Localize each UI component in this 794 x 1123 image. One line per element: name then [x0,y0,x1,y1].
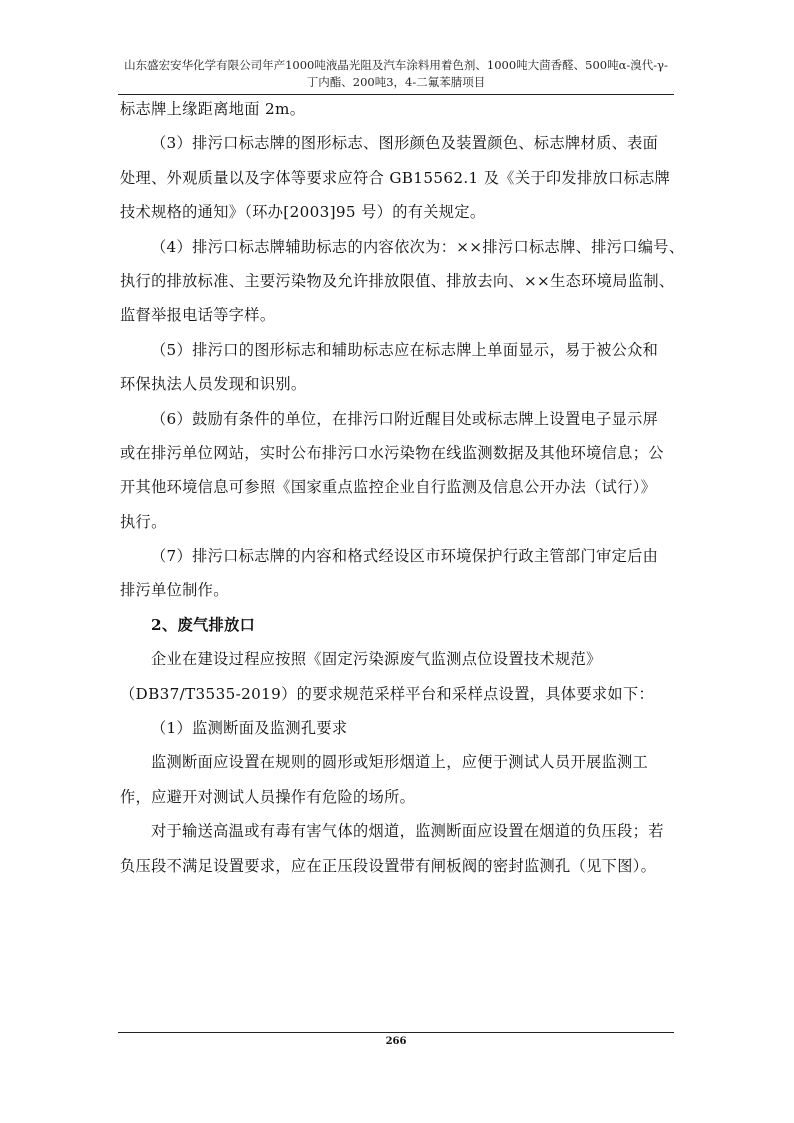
text-line: 处理、外观质量以及字体等要求应符合 GB15562.1 及《关于印发排放口标志牌 [120,168,671,187]
text-line: 作，应避开对测试人员操作有危险的场所。 [120,787,416,806]
text-line: 开其他环境信息可参照《国家重点监控企业自行监测及信息公开办法（试行）》 [120,478,657,497]
text-line: 执行的排放标准、主要污染物及允许排放限值、排放去向、××生态环境局监制、 [120,271,675,290]
text-line: 对于输送高温或有毒有害气体的烟道，监测断面应设置在烟道的负压段；若 [151,822,664,841]
text-line: 企业在建设过程应按照《固定污染源废气监测点位设置技术规范》 [151,650,602,669]
text-line: 环保执法人员发现和识别。 [120,375,307,394]
running-header [118,57,674,91]
text-line: 监测断面应设置在规则的圆形或矩形烟道上，应便于测试人员开展监测工 [151,753,649,772]
footer-divider [118,1032,674,1033]
page-number: 266 [385,1036,407,1047]
text-line: （4）排污口标志牌辅助标志的内容依次为：××排污口标志牌、排污口编号、 [151,237,685,256]
document-body [120,98,685,889]
text-line: 负压段不满足设置要求，应在正压段设置带有闸板阀的密封监测孔（见下图）。 [120,856,657,875]
text-line: （5）排污口的图形标志和辅助标志应在标志牌上单面显示，易于被公众和 [151,340,659,359]
header-line-2: 丁内酯、200吨3，4-二氟苯腈项目 [306,75,486,89]
text-line: 或在排污单位网站，实时公布排污口水污染物在线监测数据及其他环境信息；公 [120,443,664,462]
text-line: （1）监测断面及监测孔要求 [151,719,348,738]
text-line: （DB37/T3535-2019）的要求规范采样平台和采样点设置，具体要求如下： [120,684,655,703]
text-line: 排污单位制作。 [120,581,229,600]
section-heading: 2、废气排放口 [151,615,256,634]
header-divider [118,94,674,95]
text-line: 监督举报电话等字样。 [120,306,276,325]
text-line: 标志牌上缘距离地面 2m。 [120,100,306,118]
text-line: （3）排污口标志牌的图形标志、图形颜色及装置颜色、标志牌材质、表面 [151,134,659,153]
text-line: （6）鼓励有条件的单位，在排污口附近醒目处或标志牌上设置电子显示屏 [151,409,659,428]
header-line-1: 山东盛宏安华化学有限公司年产1000吨液晶光阻及汽车涂料用着色剂、1000吨大茴香醛、500吨α-溴代-γ- [124,58,668,72]
text-line: （7）排污口标志牌的内容和格式经设区市环境保护行政主管部门审定后由 [151,547,659,566]
text-line: 技术规格的通知》（环办[2003]95 号）的有关规定。 [120,203,486,222]
text-line: 执行。 [120,512,167,531]
